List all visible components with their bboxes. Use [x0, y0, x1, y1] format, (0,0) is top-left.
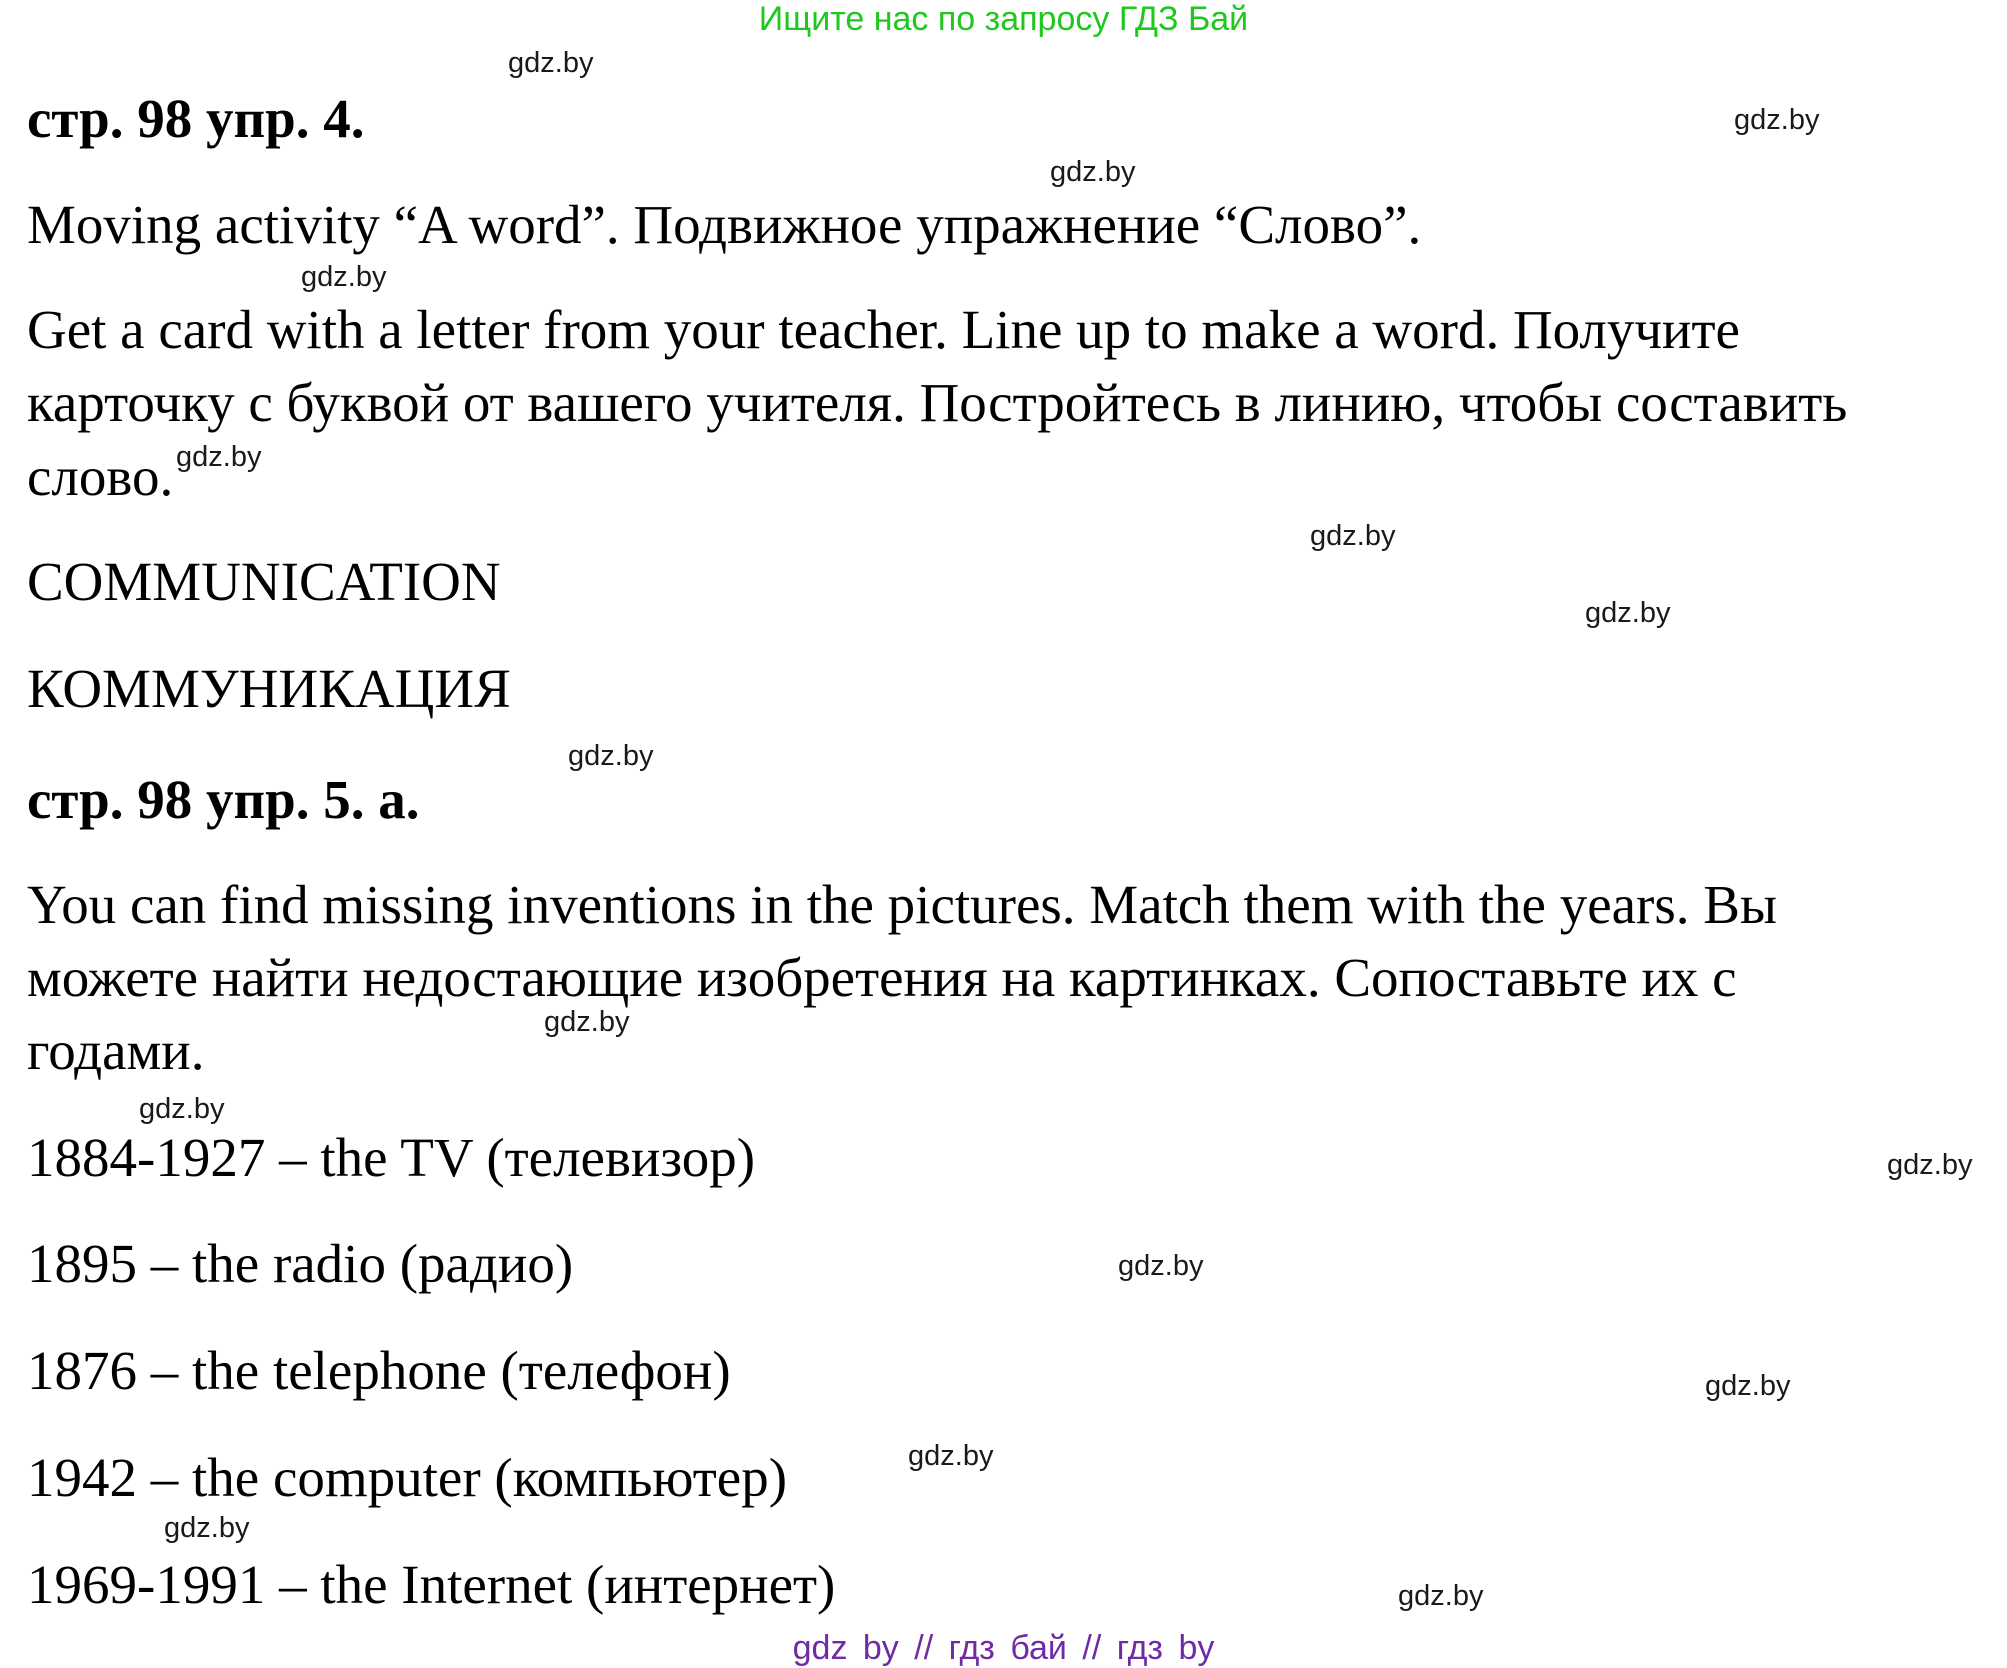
watermark: gdz.by: [139, 1093, 225, 1125]
watermark: gdz.by: [1705, 1370, 1791, 1402]
watermark: gdz.by: [544, 1006, 630, 1038]
ex4-instruction-line-1: Get a card with a letter from your teacher. Line up to make a word. Получите: [27, 299, 1740, 360]
answer-item: 1969-1991 – the Internet (интернет): [27, 1554, 836, 1615]
watermark: gdz.by: [908, 1440, 994, 1472]
answer-item: 1884-1927 – the TV (телевизор): [27, 1127, 756, 1188]
watermark: gdz.by: [1398, 1580, 1484, 1612]
watermark: gdz.by: [176, 441, 262, 473]
watermark: gdz.by: [568, 740, 654, 772]
watermark: gdz.by: [1310, 520, 1396, 552]
ex5-heading: стр. 98 упр. 5. а.: [27, 769, 420, 830]
watermark: gdz.by: [164, 1512, 250, 1544]
ex5-instruction-line-2: можете найти недостающие изобретения на картинках. Сопоставьте их с: [27, 947, 1737, 1008]
section-title-en: COMMUNICATION: [27, 551, 501, 612]
watermark: gdz.by: [1050, 156, 1136, 188]
watermark: gdz.by: [1118, 1250, 1204, 1282]
answer-item: 1895 – the radio (радио): [27, 1233, 574, 1294]
answer-item: 1942 – the computer (компьютер): [27, 1447, 788, 1508]
watermark: gdz.by: [301, 261, 387, 293]
watermark: gdz.by: [508, 47, 594, 79]
ex4-instruction-line-3: слово.: [27, 446, 174, 507]
footer-watermark: gdz by // гдз бай // гдз by: [792, 1629, 1215, 1667]
ex4-heading: стр. 98 упр. 4.: [27, 88, 365, 149]
ex4-activity: Moving activity “A word”. Подвижное упражнение “Слово”.: [27, 194, 1422, 255]
section-title-ru: КОММУНИКАЦИЯ: [27, 658, 511, 719]
ex4-instruction-line-2: карточку с буквой от вашего учителя. Постройтесь в линию, чтобы составить: [27, 372, 1848, 433]
answer-item: 1876 – the telephone (телефон): [27, 1340, 731, 1401]
top-banner: Ищите нас по запросу ГДЗ Бай: [758, 0, 1249, 38]
ex5-instruction-line-1: You can find missing inventions in the pictures. Match them with the years. Вы: [27, 874, 1777, 935]
ex5-instruction-line-3: годами.: [27, 1020, 205, 1081]
watermark: gdz.by: [1734, 104, 1820, 136]
watermark: gdz.by: [1585, 597, 1671, 629]
watermark: gdz.by: [1887, 1149, 1973, 1181]
